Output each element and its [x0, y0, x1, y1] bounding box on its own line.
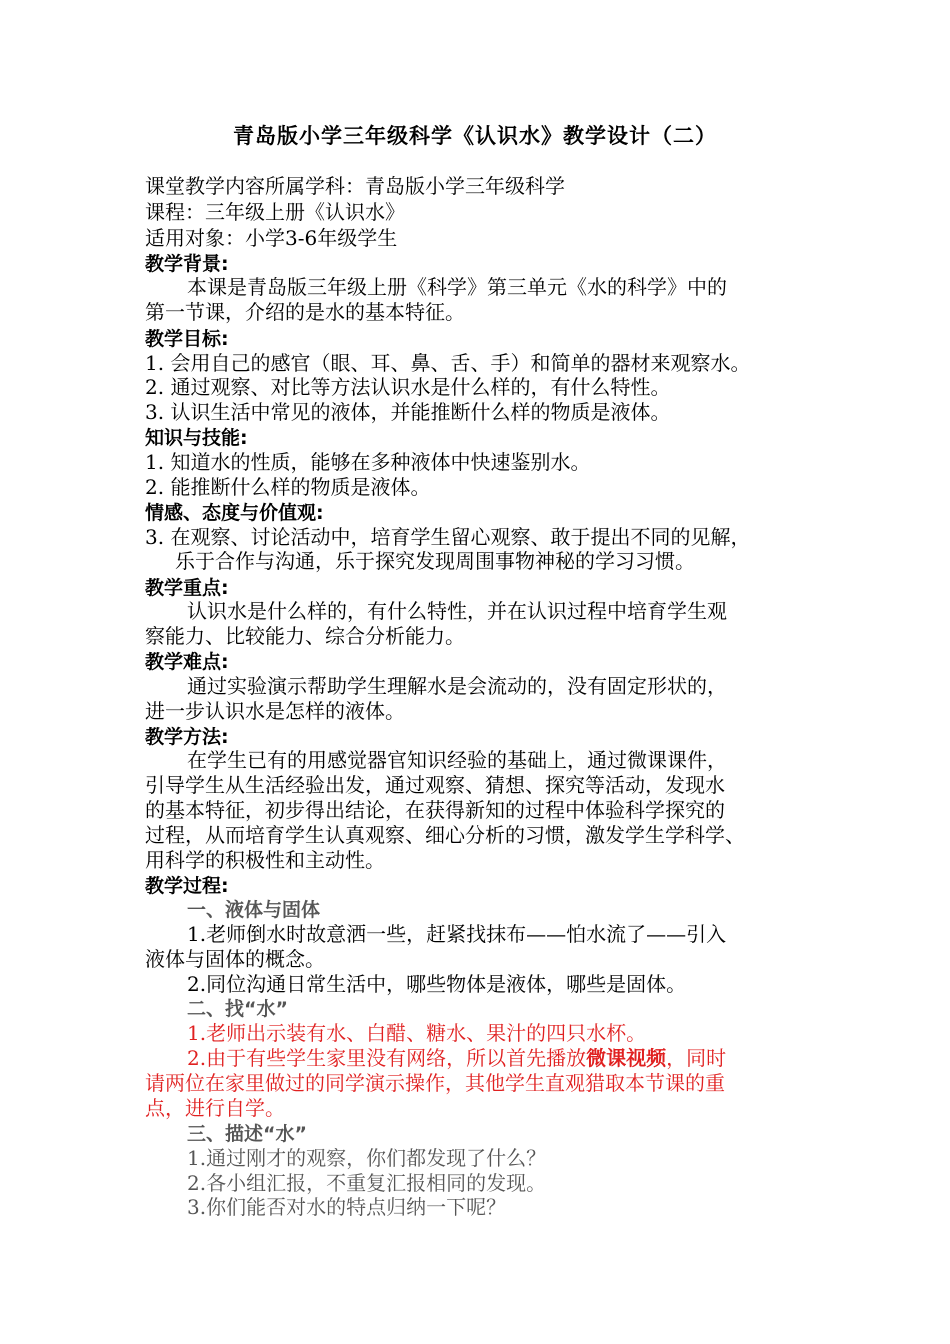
keypoint-line: 察能力、比较能力、综合分析能力。: [145, 624, 465, 648]
section-item: 液体与固体的概念。: [145, 947, 325, 971]
goals-item: 1. 会用自己的感官（眼、耳、鼻、舌、手）和简单的器材来观察水。: [145, 351, 751, 375]
item-text: ，同时: [666, 1046, 727, 1070]
difficulty-line: 进一步认识水是怎样的液体。: [145, 699, 405, 723]
document-title: 青岛版小学三年级科学《认识水》教学设计（二）: [233, 123, 717, 148]
info-audience: 适用对象：小学3-6年级学生: [145, 226, 398, 250]
method-heading: 教学方法:: [145, 726, 229, 748]
background-heading: 教学背景:: [145, 253, 229, 275]
micro-video-highlight: 微课视频: [586, 1046, 667, 1070]
section-item: 2.同位沟通日常生活中，哪些物体是液体，哪些是固体。: [187, 972, 687, 996]
section-item: 1.通过刚才的观察，你们都发现了什么？: [187, 1146, 547, 1170]
goals-item: 2. 通过观察、对比等方法认识水是什么样的，有什么特性。: [145, 375, 671, 399]
goals-heading: 教学目标:: [145, 328, 229, 350]
attitude-line: 3. 在观察、讨论活动中，培育学生留心观察、敢于提出不同的见解，: [145, 525, 751, 549]
section-item: [187, 1045, 726, 1071]
keypoint-heading: 教学重点:: [145, 577, 229, 599]
section-heading: 三、描述“水”: [187, 1123, 307, 1145]
method-line: 用科学的积极性和主动性。: [145, 848, 385, 872]
difficulty-heading: 教学难点:: [145, 651, 229, 673]
section-item: 点，进行自学。: [145, 1096, 285, 1120]
keypoint-line: 认识水是什么样的，有什么特性，并在认识过程中培育学生观: [187, 599, 727, 623]
attitude-line: 乐于合作与沟通，乐于探究发现周围事物神秘的学习习惯。: [175, 549, 695, 573]
info-subject: 课堂教学内容所属学科：青岛版小学三年级科学: [145, 174, 565, 198]
background-line: 第一节课，介绍的是水的基本特征。: [145, 300, 465, 324]
method-line: 引导学生从生活经验出发，通过观察、猜想、探究等活动，发现水: [145, 773, 725, 797]
difficulty-line: 通过实验演示帮助学生理解水是会流动的，没有固定形状的，: [187, 674, 727, 698]
process-heading: 教学过程:: [145, 875, 229, 897]
skills-item: 1. 知道水的性质，能够在多种液体中快速鉴别水。: [145, 450, 591, 474]
section-item: 2.各小组汇报，不重复汇报相同的发现。: [187, 1171, 547, 1195]
method-line: 在学生已有的用感觉器官知识经验的基础上，通过微课课件，: [187, 748, 727, 772]
section-heading: 一、液体与固体: [187, 899, 321, 921]
method-line: 过程，从而培育学生认真观察、细心分析的习惯，激发学生学科学、: [145, 823, 745, 847]
attitude-heading: 情感、态度与价值观:: [145, 502, 324, 524]
section-item: 1.老师倒水时故意洒一些，赶紧找抹布——怕水流了——引入: [187, 922, 727, 946]
goals-item: 3. 认识生活中常见的液体，并能推断什么样的物质是液体。: [145, 400, 671, 424]
section-item: 1.老师出示装有水、白醋、糖水、果汁的四只水杯。: [187, 1021, 647, 1045]
background-line: 本课是青岛版三年级上册《科学》第三单元《水的科学》中的: [187, 275, 727, 299]
item-text: 2.由于有些学生家里没有网络，所以首先播放: [187, 1046, 587, 1070]
section-item: 3.你们能否对水的特点归纳一下呢？: [187, 1195, 507, 1219]
info-course: 课程：三年级上册《认识水》: [145, 200, 405, 224]
section-heading: 二、找“水”: [187, 998, 288, 1020]
skills-item: 2. 能推断什么样的物质是液体。: [145, 475, 431, 499]
skills-heading: 知识与技能:: [145, 427, 248, 449]
method-line: 的基本特征，初步得出结论，在获得新知的过程中体验科学探究的: [145, 798, 725, 822]
section-item: 请两位在家里做过的同学演示操作，其他学生直观猎取本节课的重: [145, 1071, 725, 1095]
